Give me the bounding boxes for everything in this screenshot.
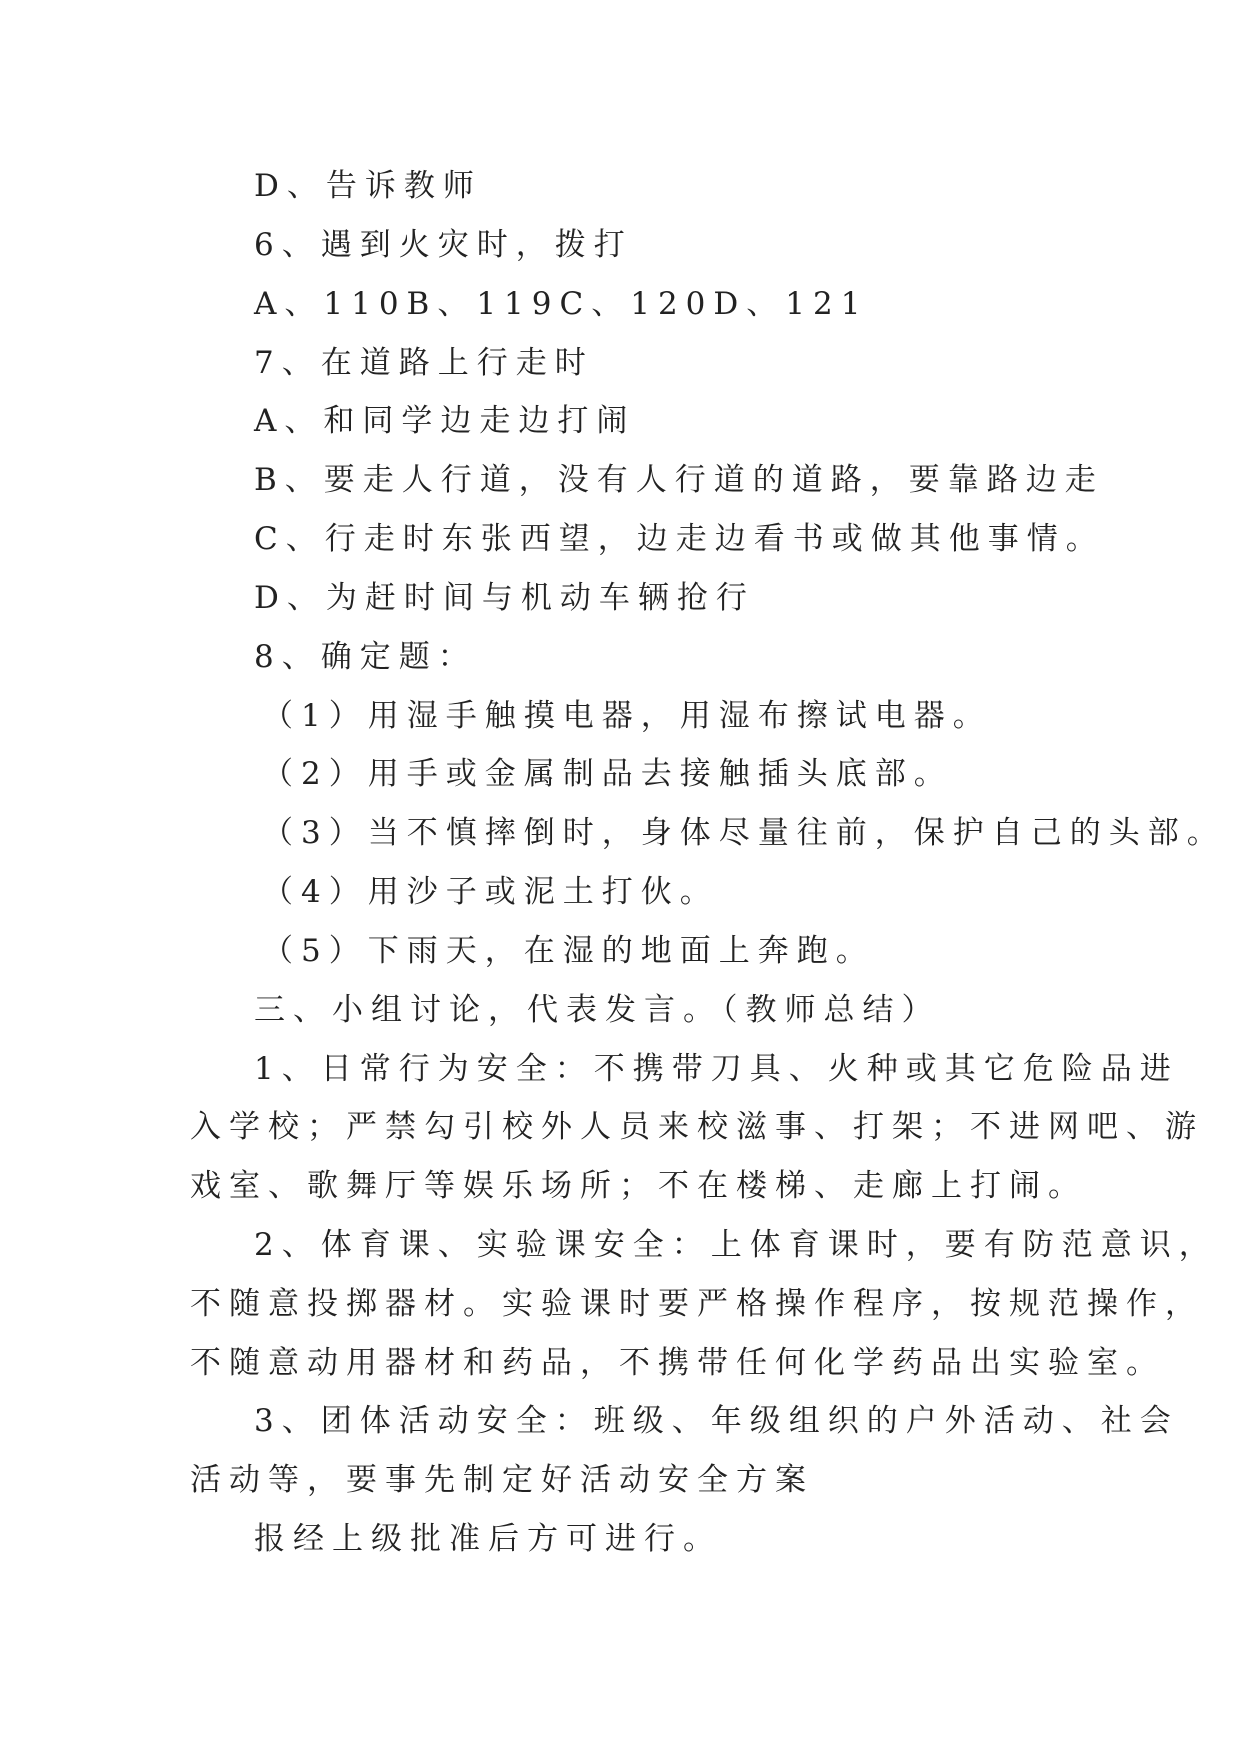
- question-6: 6、遇到火灾时，拨打: [254, 227, 633, 263]
- paragraph-2-line-3: 不随意动用器材和药品，不携带任何化学药品出实验室。: [190, 1345, 1165, 1381]
- paragraph-2-line-1: 2、体育课、实验课安全：上体育课时，要有防范意识，: [254, 1227, 1218, 1263]
- question-7-option-a: A、和同学边走边打闹: [254, 403, 636, 439]
- statement-2: （2）用手或金属制品去接触插头底部。: [262, 756, 953, 792]
- question-7-option-b: B、要走人行道，没有人行道的道路，要靠路边走: [254, 462, 1104, 498]
- question-7-option-d: D、为赶时间与机动车辆抢行: [254, 580, 755, 616]
- question-8: 8、确定题：: [254, 639, 477, 675]
- option-d-tell-teacher: D、告诉教师: [254, 168, 482, 204]
- question-7-option-c: C、行走时东张西望，边走边看书或做其他事情。: [254, 521, 1105, 557]
- statement-5: （5）下雨天，在湿的地面上奔跑。: [262, 933, 875, 969]
- paragraph-1-line-1: 1、日常行为安全：不携带刀具、火种或其它危险品进: [254, 1051, 1179, 1087]
- question-6-options: A、110B、119C、120D、121: [254, 286, 869, 322]
- paragraph-1-line-3: 戏室、歌舞厅等娱乐场所；不在楼梯、走廊上打闹。: [190, 1168, 1087, 1204]
- statement-1: （1）用湿手触摸电器，用湿布擦试电器。: [262, 698, 992, 734]
- section-three-heading: 三、小组讨论，代表发言。（教师总结）: [254, 992, 941, 1028]
- statement-4: （4）用沙子或泥土打伙。: [262, 874, 719, 910]
- paragraph-1-line-2: 入学校；严禁勾引校外人员来校滋事、打架；不进网吧、游: [190, 1109, 1204, 1145]
- paragraph-2-line-2: 不随意投掷器材。实验课时要严格操作程序，按规范操作，: [190, 1286, 1204, 1322]
- statement-3: （3）当不慎摔倒时，身体尽量往前，保护自己的头部。: [262, 815, 1226, 851]
- paragraph-3-line-1: 3、团体活动安全：班级、年级组织的户外活动、社会: [254, 1403, 1179, 1439]
- paragraph-3-line-2: 活动等，要事先制定好活动安全方案: [190, 1462, 814, 1498]
- question-7: 7、在道路上行走时: [254, 345, 594, 381]
- paragraph-4: 报经上级批准后方可进行。: [254, 1521, 722, 1557]
